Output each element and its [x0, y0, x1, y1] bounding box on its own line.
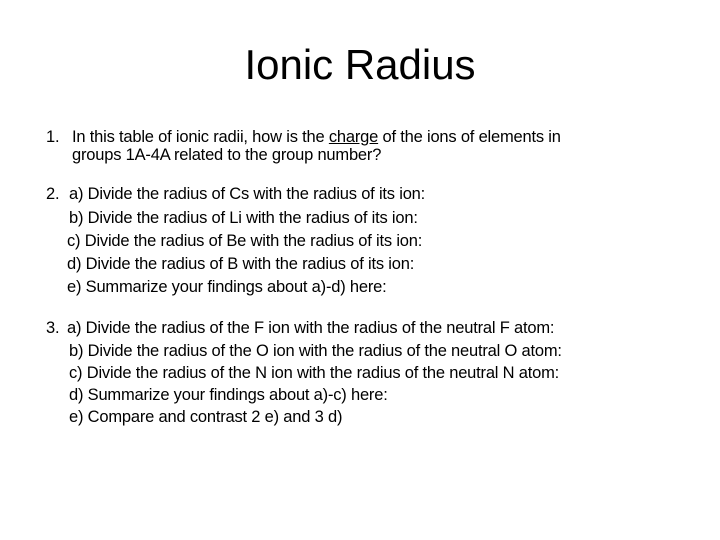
slide-title: Ionic Radius [244, 41, 476, 88]
underlined-term: charge [328, 128, 379, 146]
question-item: d) Divide the radius of B with the radius of its ion: [67, 255, 415, 273]
question-1-line-2: groups 1A-4A related to the group number? [72, 146, 382, 164]
question-item: a) Divide the radius of the F ion with the radius of the neutral F atom: [67, 319, 555, 337]
question-1-line-1 [72, 127, 561, 147]
question-item: c) Divide the radius of the N ion with the radius of the neutral N atom: [69, 364, 560, 382]
question-number: 3. [46, 319, 60, 337]
question-item: e) Compare and contrast 2 e) and 3 d) [69, 408, 343, 426]
question-item: a) Divide the radius of Cs with the radius of its ion: [69, 185, 426, 203]
question-item: b) Divide the radius of the O ion with the radius of the neutral O atom: [69, 342, 562, 360]
question-item: d) Summarize your findings about a)-c) here: [69, 386, 388, 404]
question-item: c) Divide the radius of Be with the radius of its ion: [67, 232, 423, 250]
question-item: b) Divide the radius of Li with the radius of its ion: [69, 209, 418, 227]
question-number: 2. [46, 185, 60, 203]
text: In this table of ionic radii, how is the [72, 128, 329, 146]
question-item: e) Summarize your findings about a)-d) here: [67, 278, 387, 296]
text: of the ions of elements in [378, 128, 561, 146]
question-number: 1. [46, 128, 60, 146]
